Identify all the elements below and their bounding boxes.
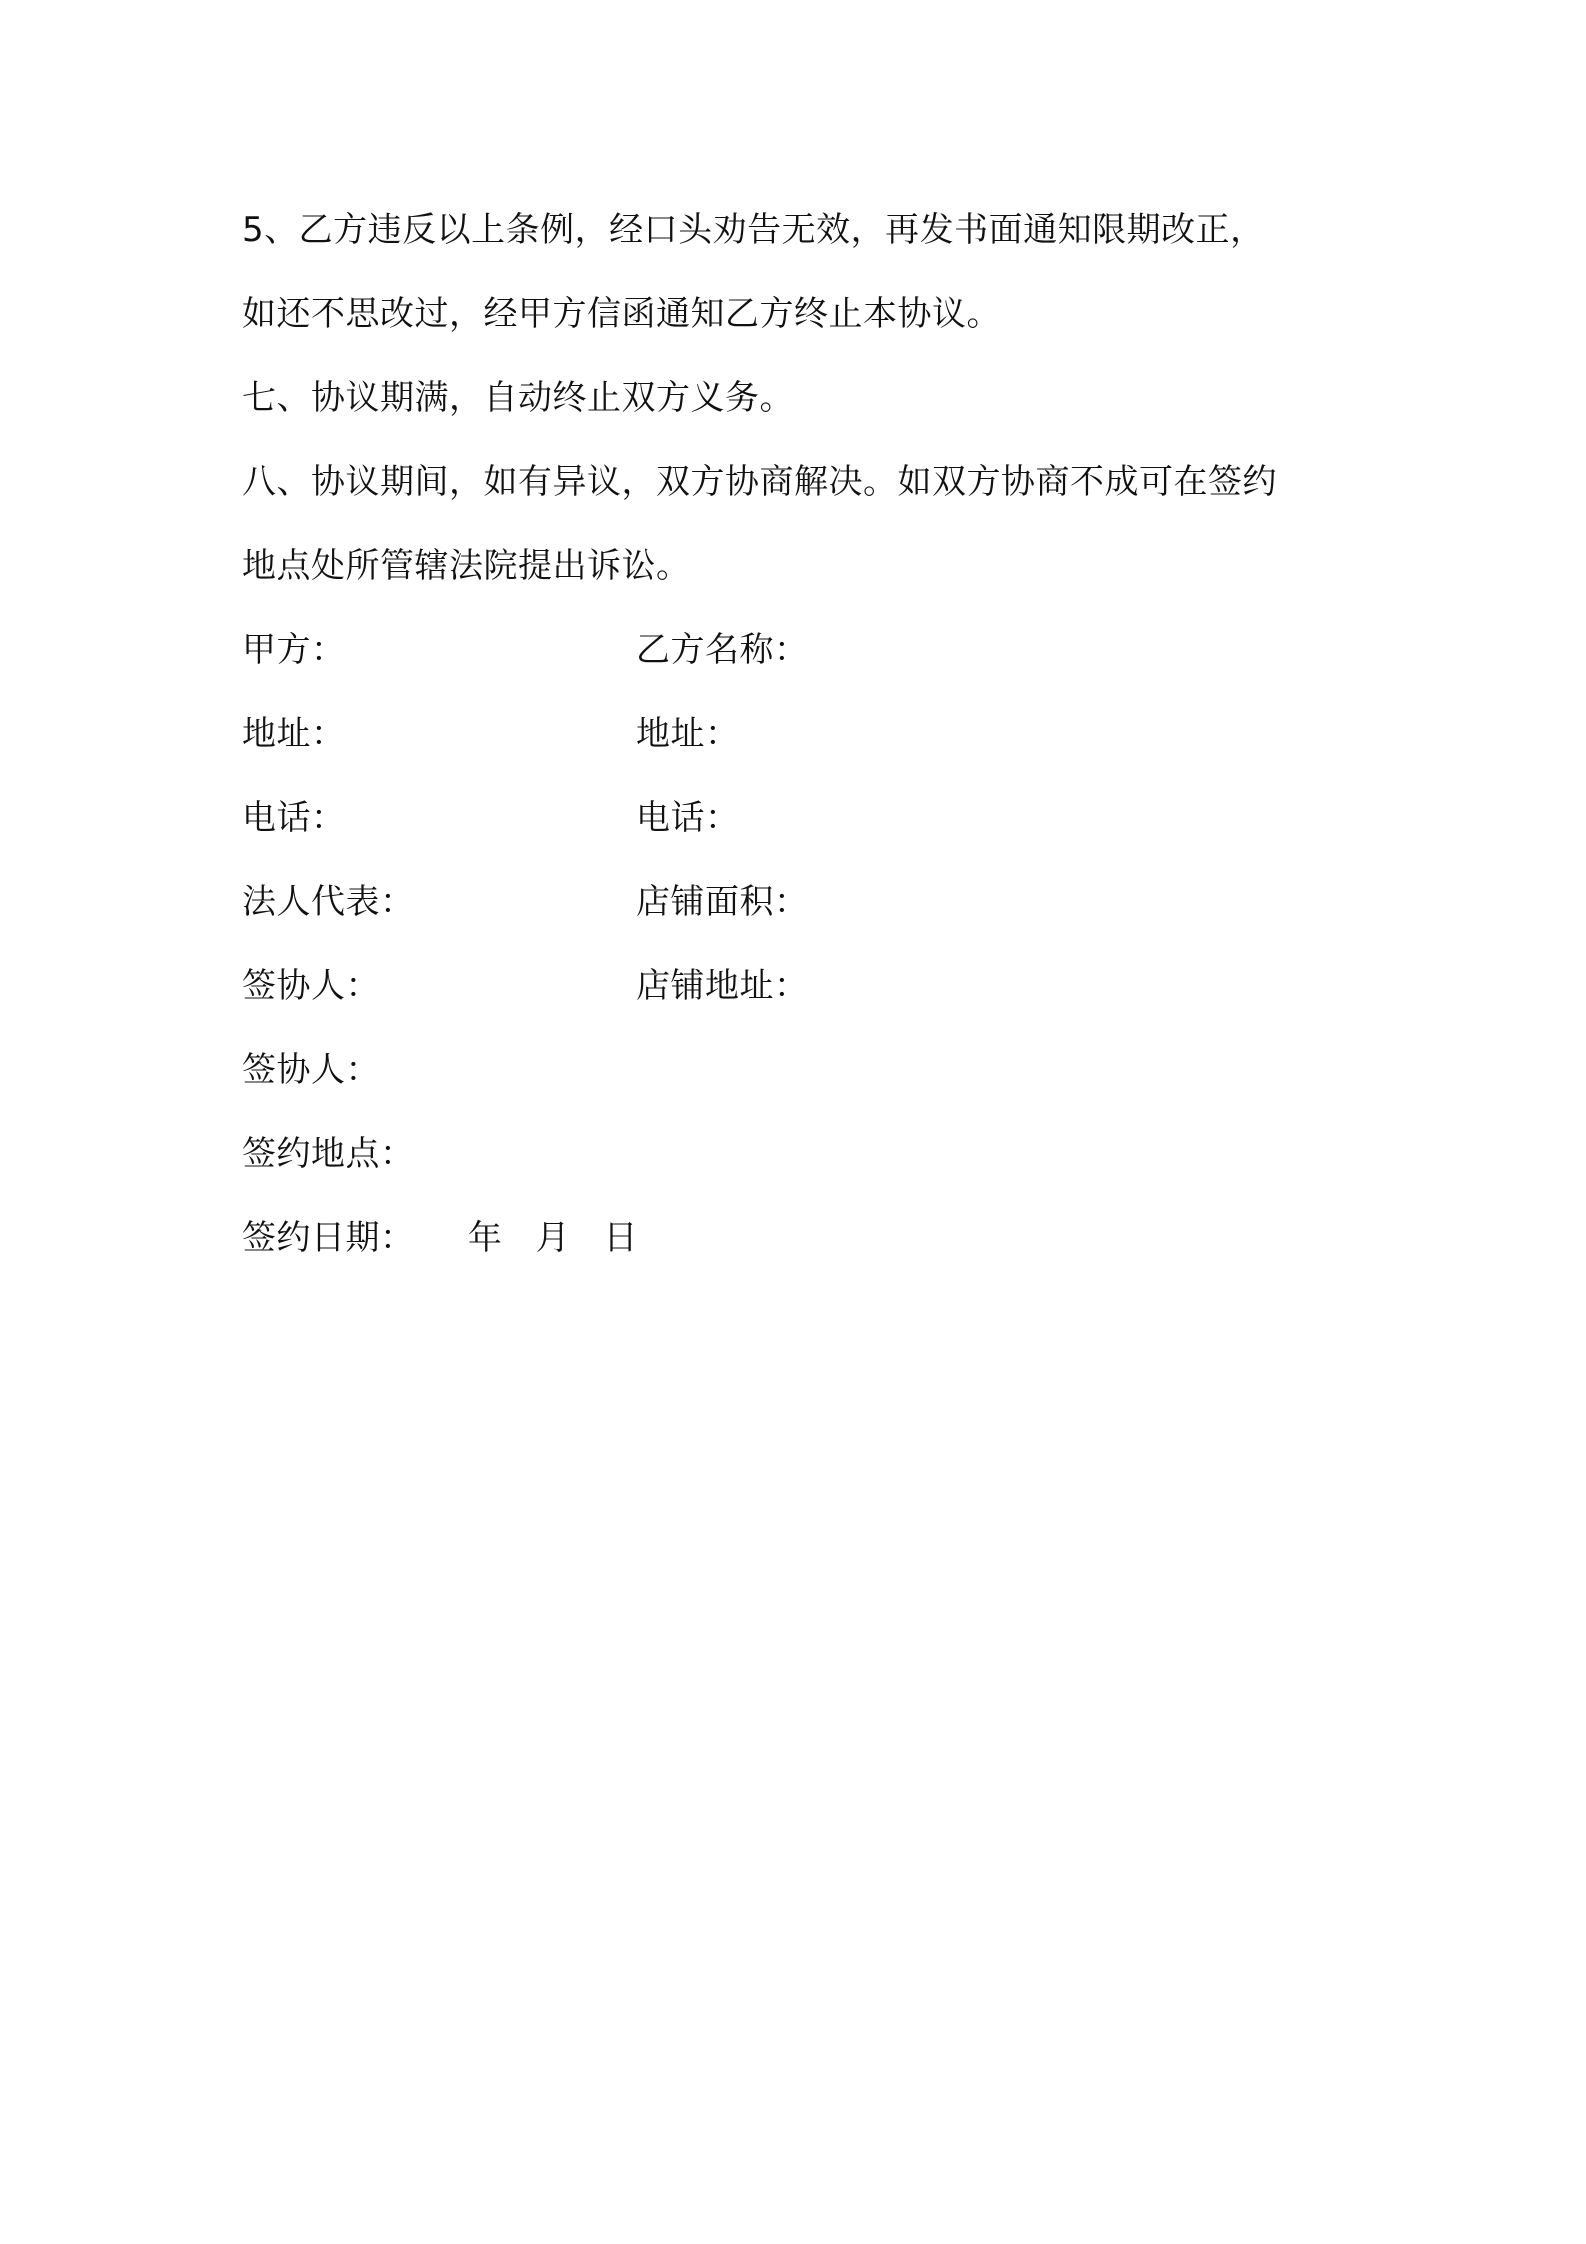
- party-b-phone-label: 电话：: [636, 798, 740, 838]
- signing-date-day: 日: [603, 1218, 638, 1258]
- party-b-address-label: 地址：: [636, 714, 740, 754]
- clause-line-3: 七、协议期满，自动终止双方义务。: [242, 378, 794, 418]
- signing-date-month: 月: [535, 1218, 571, 1258]
- signer2-label: 签协人：: [242, 1050, 380, 1090]
- party-a-name-label: 甲方：: [242, 630, 346, 670]
- party-a-signer-label: 签协人：: [242, 966, 380, 1006]
- signing-date-year: 年: [467, 1218, 503, 1258]
- signing-date-label: 签约日期：: [242, 1218, 415, 1258]
- clause-line-1: 5、乙方违反以上条例，经口头劝告无效，再发书面通知限期改正，: [242, 210, 1265, 250]
- signing-date-row: [242, 1216, 638, 1260]
- party-a-phone-label: 电话：: [242, 798, 346, 838]
- clause-line-5: 地点处所管辖法院提出诉讼。: [242, 546, 691, 586]
- party-b-shop-area-label: 店铺面积：: [636, 882, 809, 922]
- party-b-name-label: 乙方名称：: [636, 630, 809, 670]
- party-a-address-label: 地址：: [242, 714, 346, 754]
- clause-line-4: 八、协议期间，如有异议，双方协商解决。如双方协商不成可在签约: [242, 462, 1277, 502]
- party-b-shop-address-label: 店铺地址：: [636, 966, 809, 1006]
- signing-place-label: 签约地点：: [242, 1134, 415, 1174]
- party-a-legal-rep-label: 法人代表：: [242, 882, 415, 922]
- clause-line-2: 如还不思改过，经甲方信函通知乙方终止本协议。: [242, 294, 1001, 334]
